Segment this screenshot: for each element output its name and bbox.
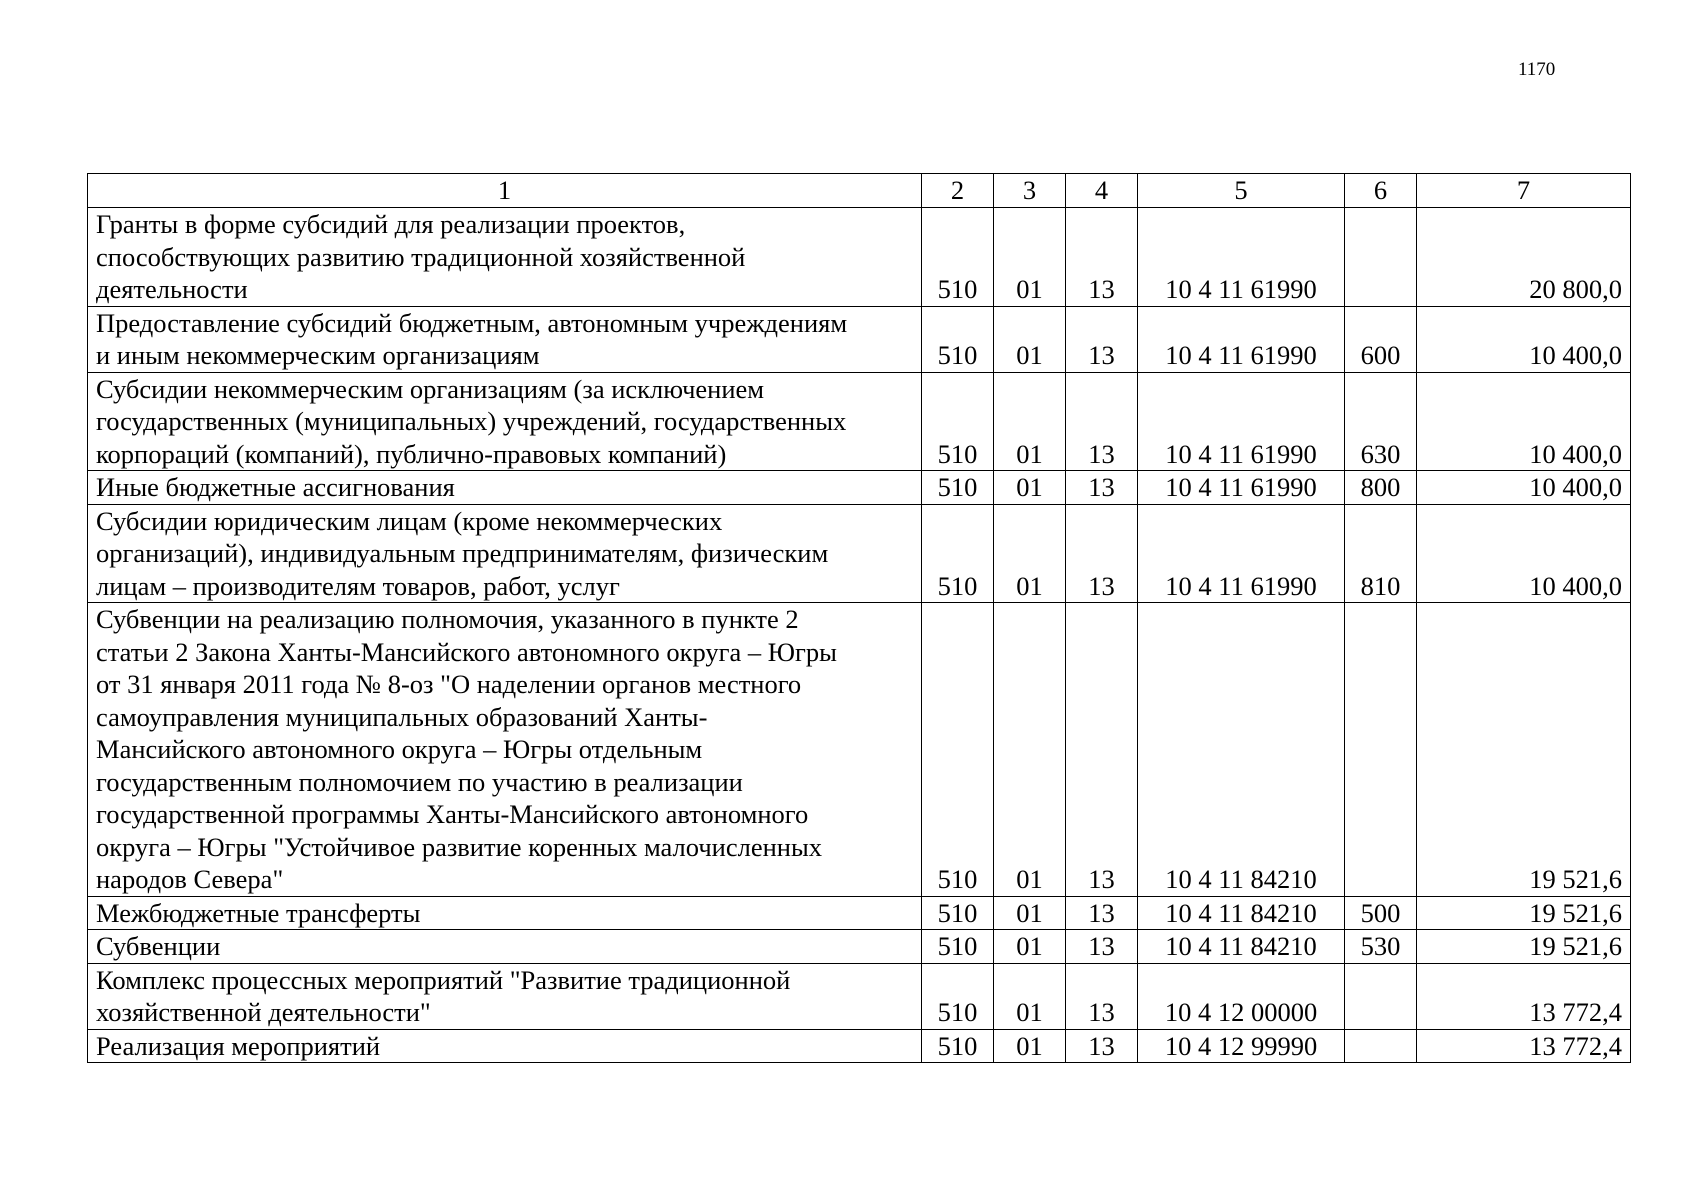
row-name-line: Комплекс процессных мероприятий "Развитие традиционной — [96, 964, 791, 995]
row-name-line: округа – Югры "Устойчивое развитие коренных малочисленных — [96, 831, 823, 862]
section-code-cell: 01 — [994, 306, 1066, 372]
header-col-7: 7 — [1417, 174, 1631, 208]
ministry-code-cell: 510 — [922, 930, 994, 964]
target-article-cell: 10 4 11 61990 — [1138, 504, 1345, 603]
row-name-cell — [88, 471, 922, 505]
table-row — [88, 963, 1631, 1029]
amount-cell: 13 772,4 — [1417, 1029, 1631, 1063]
target-article-cell: 10 4 11 84210 — [1138, 896, 1345, 930]
page-number: 1170 — [1518, 59, 1556, 80]
table-body — [88, 208, 1631, 1063]
ministry-code-cell: 510 — [922, 1029, 994, 1063]
table-row — [88, 1029, 1631, 1063]
table-row — [88, 504, 1631, 603]
section-code-cell: 01 — [994, 504, 1066, 603]
target-article-cell: 10 4 11 84210 — [1138, 603, 1345, 897]
ministry-code-cell: 510 — [922, 372, 994, 471]
amount-cell: 13 772,4 — [1417, 963, 1631, 1029]
row-name-line: Гранты в форме субсидий для реализации проектов, — [96, 209, 686, 239]
amount-cell: 10 400,0 — [1417, 504, 1631, 603]
row-name-line: Субсидии юридическим лицам (кроме некоммерческих — [96, 505, 723, 536]
amount-cell: 10 400,0 — [1417, 306, 1631, 372]
subsection-code-cell: 13 — [1066, 603, 1138, 897]
expense-type-cell: 600 — [1345, 306, 1417, 372]
header-row — [88, 174, 1631, 208]
expense-type-cell: 500 — [1345, 896, 1417, 930]
table-row — [88, 471, 1631, 505]
row-name-cell — [88, 504, 922, 603]
target-article-cell: 10 4 12 00000 — [1138, 963, 1345, 1029]
expense-type-cell — [1345, 603, 1417, 897]
subsection-code-cell: 13 — [1066, 1029, 1138, 1063]
expense-type-cell: 800 — [1345, 471, 1417, 505]
table-row — [88, 208, 1631, 307]
ministry-code-cell: 510 — [922, 306, 994, 372]
table-row — [88, 603, 1631, 897]
row-name-cell — [88, 603, 922, 897]
row-name-line: Субвенции — [96, 931, 221, 961]
row-name-line: организаций), индивидуальным предпринимателям, физическим — [96, 538, 829, 568]
row-name-line: Межбюджетные трансферты — [96, 897, 421, 928]
expense-type-cell — [1345, 1029, 1417, 1063]
row-name-line: Реализация мероприятий — [96, 1030, 381, 1061]
amount-cell: 19 521,6 — [1417, 896, 1631, 930]
amount-cell: 10 400,0 — [1417, 471, 1631, 505]
section-code-cell: 01 — [994, 372, 1066, 471]
budget-table — [87, 173, 1631, 1063]
row-name-line: Субвенции на реализацию полномочия, указанного в пункте 2 — [96, 604, 799, 634]
row-name-line: Мансийского автономного округа – Югры отдельным — [96, 734, 703, 764]
subsection-code-cell: 13 — [1066, 471, 1138, 505]
row-name-line: Предоставление субсидий бюджетным, автономным учреждениям — [96, 307, 848, 338]
row-name-line: государственной программы Ханты-Мансийского автономного — [96, 799, 809, 829]
row-name-cell — [88, 963, 922, 1029]
ministry-code-cell: 510 — [922, 603, 994, 897]
header-col-1: 1 — [88, 174, 922, 208]
row-name-line: от 31 января 2011 года № 8-оз "О наделении органов местного — [96, 669, 802, 699]
ministry-code-cell: 510 — [922, 471, 994, 505]
expense-type-cell: 530 — [1345, 930, 1417, 964]
subsection-code-cell: 13 — [1066, 896, 1138, 930]
subsection-code-cell: 13 — [1066, 930, 1138, 964]
row-name-cell — [88, 930, 922, 964]
target-article-cell: 10 4 11 61990 — [1138, 471, 1345, 505]
row-name-cell — [88, 208, 922, 307]
row-name-line: и иным некоммерческим организациям — [96, 340, 540, 370]
ministry-code-cell: 510 — [922, 208, 994, 307]
expense-type-cell — [1345, 208, 1417, 307]
table-row — [88, 306, 1631, 372]
row-name-line: народов Севера" — [96, 864, 284, 894]
row-name-line: лицам – производителям товаров, работ, услуг — [96, 570, 620, 601]
row-name-line: хозяйственной деятельности" — [96, 997, 431, 1027]
row-name-line: деятельности — [96, 274, 248, 304]
header-col-4: 4 — [1066, 174, 1138, 208]
row-name-cell — [88, 1029, 922, 1063]
row-name-line: самоуправления муниципальных образований Ханты- — [96, 701, 708, 732]
section-code-cell: 01 — [994, 930, 1066, 964]
table-row — [88, 372, 1631, 471]
section-code-cell: 01 — [994, 603, 1066, 897]
header-col-6: 6 — [1345, 174, 1417, 208]
subsection-code-cell: 13 — [1066, 372, 1138, 471]
row-name-line: Иные бюджетные ассигнования — [96, 472, 455, 502]
target-article-cell: 10 4 11 84210 — [1138, 930, 1345, 964]
target-article-cell: 10 4 11 61990 — [1138, 372, 1345, 471]
target-article-cell: 10 4 12 99990 — [1138, 1029, 1345, 1063]
section-code-cell: 01 — [994, 896, 1066, 930]
section-code-cell: 01 — [994, 963, 1066, 1029]
target-article-cell: 10 4 11 61990 — [1138, 208, 1345, 307]
row-name-line: способствующих развитию традиционной хозяйственной — [96, 241, 746, 272]
table-row — [88, 896, 1631, 930]
amount-cell: 10 400,0 — [1417, 372, 1631, 471]
row-name-cell — [88, 896, 922, 930]
amount-cell: 19 521,6 — [1417, 930, 1631, 964]
ministry-code-cell: 510 — [922, 963, 994, 1029]
subsection-code-cell: 13 — [1066, 306, 1138, 372]
row-name-line: статьи 2 Закона Ханты-Мансийского автономного округа – Югры — [96, 636, 837, 667]
section-code-cell: 01 — [994, 208, 1066, 307]
row-name-line: Субсидии некоммерческим организациям (за исключением — [96, 373, 765, 404]
row-name-line: корпораций (компаний), публично-правовых компаний) — [96, 438, 727, 469]
row-name-cell — [88, 372, 922, 471]
expense-type-cell: 630 — [1345, 372, 1417, 471]
row-name-line: государственных (муниципальных) учреждений, государственных — [96, 406, 847, 436]
section-code-cell: 01 — [994, 471, 1066, 505]
amount-cell: 20 800,0 — [1417, 208, 1631, 307]
header-col-3: 3 — [994, 174, 1066, 208]
row-name-line: государственным полномочием по участию в реализации — [96, 766, 743, 797]
header-col-5: 5 — [1138, 174, 1345, 208]
section-code-cell: 01 — [994, 1029, 1066, 1063]
expense-type-cell — [1345, 963, 1417, 1029]
subsection-code-cell: 13 — [1066, 504, 1138, 603]
expense-type-cell: 810 — [1345, 504, 1417, 603]
subsection-code-cell: 13 — [1066, 208, 1138, 307]
table-row — [88, 930, 1631, 964]
ministry-code-cell: 510 — [922, 896, 994, 930]
amount-cell: 19 521,6 — [1417, 603, 1631, 897]
subsection-code-cell: 13 — [1066, 963, 1138, 1029]
target-article-cell: 10 4 11 61990 — [1138, 306, 1345, 372]
row-name-cell — [88, 306, 922, 372]
header-col-2: 2 — [922, 174, 994, 208]
ministry-code-cell: 510 — [922, 504, 994, 603]
